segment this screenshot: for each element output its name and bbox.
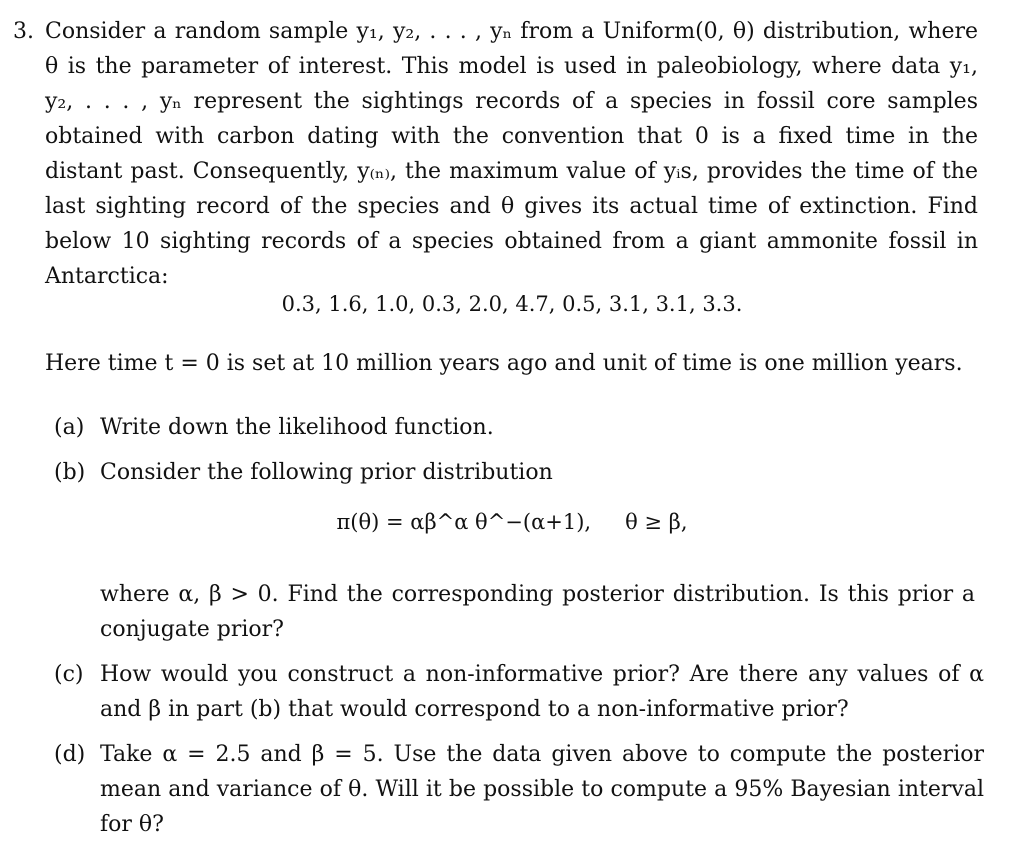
time-note: Here time t = 0 is set at 10 million years ago and unit of time is one million years.: [45, 351, 963, 376]
part-b-continuation: where α, β > 0. Find the corresponding posterior distribution. Is this prior a conjugate prior?: [100, 582, 975, 642]
prior-equation: [0, 507, 1024, 537]
part-b: [54, 455, 984, 490]
part-b-label: (b): [54, 460, 86, 485]
part-a-text: Write down the likelihood function.: [100, 415, 494, 440]
problem-intro: Consider a random sample y₁, y₂, . . . , yₙ from a Uniform(0, θ) distribution, where θ is the parameter of interest. This model is used in paleobiology, where data y₁, y₂, . . . , yₙ represent the sightings records of a species in fossil core samples obtained with carbon dating with the convention that 0 is a fixed time in the distant past. Consequently, y₍ₙ₎, the maximum value of yᵢs, provides the time of the last sighting record of the species and θ gives its actual time of extinction. Find below 10 sighting records of a species obtained from a giant ammonite fossil in Antarctica:: [45, 19, 978, 289]
part-a: [54, 410, 984, 445]
part-b-text: Consider the following prior distribution: [100, 460, 553, 485]
part-c-label: (c): [54, 662, 84, 687]
part-c: [54, 657, 984, 727]
prior-formula: π(θ) = αβ^α θ^−(α+1),: [336, 510, 592, 534]
part-a-label: (a): [54, 415, 85, 440]
problem-3: [13, 14, 978, 294]
part-d: [54, 737, 984, 842]
part-c-text: How would you construct a non-informative prior? Are there any values of α and β in part (b) that would correspond to a non-informative prior?: [100, 662, 984, 722]
part-d-text: Take α = 2.5 and β = 5. Use the data given above to compute the posterior mean and variance of θ. Will it be possible to compute a 95% Bayesian interval for θ?: [100, 742, 984, 837]
sighting-records: 0.3, 1.6, 1.0, 0.3, 2.0, 4.7, 0.5, 3.1, 3.1, 3.3.: [281, 292, 743, 316]
problem-number: 3.: [13, 19, 34, 44]
part-d-label: (d): [54, 742, 86, 767]
prior-condition: θ ≥ β,: [625, 510, 688, 534]
